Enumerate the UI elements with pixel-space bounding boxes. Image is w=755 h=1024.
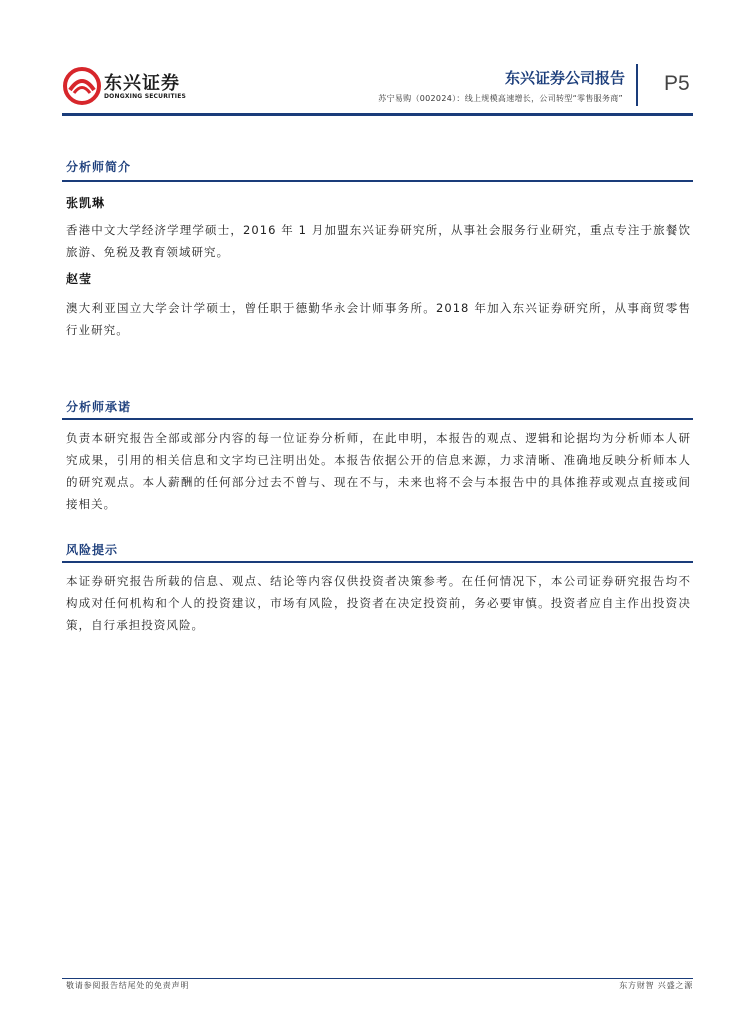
report-brand-title: 东兴证券公司报告 <box>504 69 625 87</box>
section-title-risk: 风险提示 <box>66 543 119 557</box>
analyst-bio: 澳大利亚国立大学会计学硕士，曾任职于德勤华永会计师事务所。2018 年加入东兴证券研究所，从事商贸零售行业研究。 <box>66 301 691 337</box>
header-rule <box>62 113 693 116</box>
logo-text-en: DONGXING SECURITIES <box>104 93 187 100</box>
footer-disclaimer-note: 敬请参阅报告结尾处的免责声明 <box>66 981 190 990</box>
page-number: P5 <box>664 72 690 95</box>
dongxing-logo-icon <box>62 66 102 106</box>
risk-text: 本证券研究报告所载的信息、观点、结论等内容仅供投资者决策参考。在任何情况下，本公司证券研究报告均不构成对任何机构和个人的投资建议，市场有风险，投资者在决定投资前，务必要审慎。投资者应自主作出投资决策，自行承担投资风险。 <box>66 574 691 632</box>
section-title-analyst-intro: 分析师简介 <box>66 160 132 174</box>
analyst-bio: 香港中文大学经济学理学硕士，2016 年 1 月加盟东兴证券研究所，从事社会服务行业研究，重点专注于旅餐饮旅游、免税及教育领域研究。 <box>66 223 691 259</box>
pledge-text: 负责本研究报告全部或部分内容的每一位证券分析师，在此申明，本报告的观点、逻辑和论据均为分析师本人研究成果，引用的相关信息和文字均已注明出处。本报告依据公开的信息来源，力求清晰、准确地反映分析师本人的研究观点。本人薪酬的任何部分过去不曾与、现在不与，未来也将不会与本报告中的具体推荐或观点直接或间接相关。 <box>66 431 691 511</box>
analyst-name: 张凯琳 <box>66 196 106 210</box>
section-rule <box>62 418 693 420</box>
analyst-name: 赵莹 <box>66 272 93 286</box>
section-rule <box>62 561 693 563</box>
section-title-analyst-pledge: 分析师承诺 <box>66 400 132 414</box>
section-rule <box>62 180 693 182</box>
company-logo <box>62 66 187 106</box>
report-subtitle: 苏宁易购（002024）：线上规模高速增长，公司转型“零售服务商” <box>378 94 623 103</box>
footer-slogan: 东方财智 兴盛之源 <box>619 981 693 990</box>
footer-rule <box>62 978 693 979</box>
header-divider <box>636 64 638 106</box>
logo-text-cn: 东兴证券 <box>104 73 180 94</box>
